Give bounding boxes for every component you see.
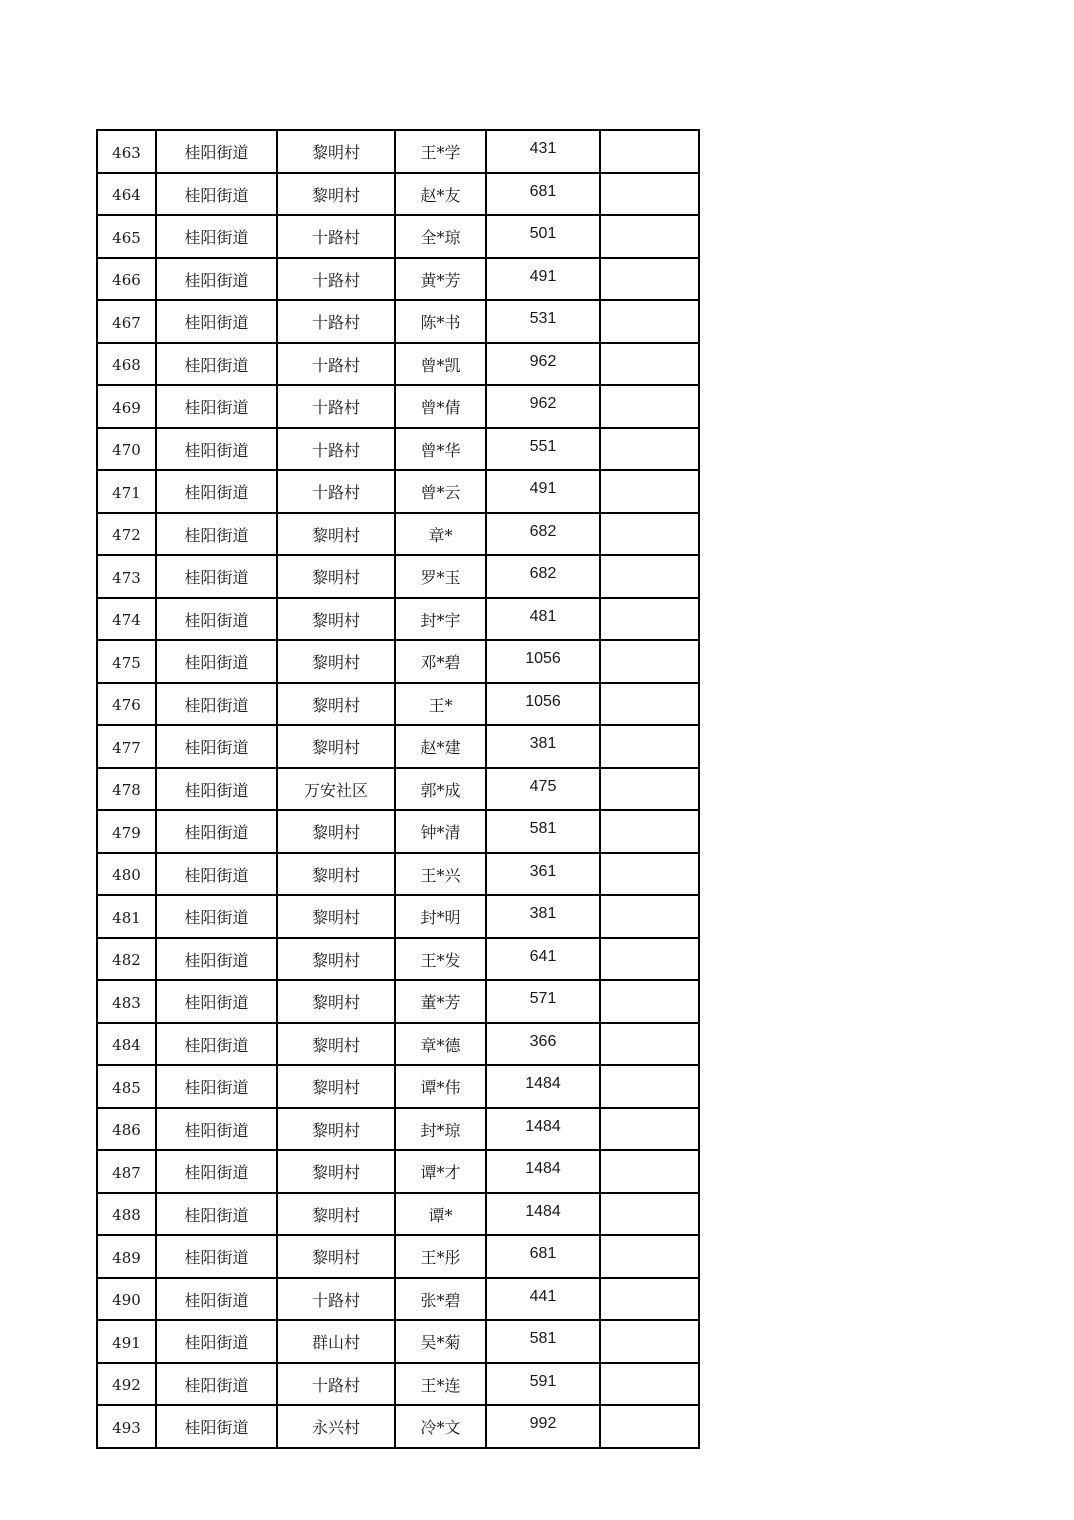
amount-cell: 571: [486, 980, 600, 1023]
street-cell: 桂阳街道: [156, 598, 277, 641]
row-index-cell: 491: [97, 1320, 156, 1363]
amount-cell: 992: [486, 1405, 600, 1448]
note-cell: [600, 853, 699, 896]
table-row: [97, 1278, 699, 1321]
street-cell: 桂阳街道: [156, 1023, 277, 1066]
village-cell: 黎明村: [277, 173, 395, 216]
street-cell: 桂阳街道: [156, 428, 277, 471]
street-cell: 桂阳街道: [156, 640, 277, 683]
name-cell: 章*: [395, 513, 486, 556]
amount-cell: 441: [486, 1278, 600, 1321]
street-cell: 桂阳街道: [156, 300, 277, 343]
village-cell: 黎明村: [277, 980, 395, 1023]
street-cell: 桂阳街道: [156, 768, 277, 811]
note-cell: [600, 1065, 699, 1108]
street-cell: 桂阳街道: [156, 938, 277, 981]
table-row: [97, 513, 699, 556]
note-cell: [600, 895, 699, 938]
row-index-cell: 489: [97, 1235, 156, 1278]
amount-cell: 1484: [486, 1193, 600, 1236]
name-cell: 全*琼: [395, 215, 486, 258]
table-row: [97, 640, 699, 683]
note-cell: [600, 1235, 699, 1278]
village-cell: 黎明村: [277, 1065, 395, 1108]
row-index-cell: 476: [97, 683, 156, 726]
name-cell: 郭*成: [395, 768, 486, 811]
amount-cell: 475: [486, 768, 600, 811]
name-cell: 谭*才: [395, 1150, 486, 1193]
village-cell: 十路村: [277, 258, 395, 301]
note-cell: [600, 300, 699, 343]
amount-cell: 491: [486, 470, 600, 513]
row-index-cell: 470: [97, 428, 156, 471]
note-cell: [600, 1108, 699, 1151]
street-cell: 桂阳街道: [156, 1235, 277, 1278]
village-cell: 黎明村: [277, 1150, 395, 1193]
table-row: [97, 1150, 699, 1193]
amount-cell: 682: [486, 555, 600, 598]
village-cell: 黎明村: [277, 640, 395, 683]
village-cell: 黎明村: [277, 683, 395, 726]
amount-cell: 682: [486, 513, 600, 556]
village-cell: 十路村: [277, 385, 395, 428]
table-row: [97, 1065, 699, 1108]
street-cell: 桂阳街道: [156, 1065, 277, 1108]
amount-cell: 962: [486, 343, 600, 386]
amount-cell: 1484: [486, 1065, 600, 1108]
village-cell: 十路村: [277, 300, 395, 343]
row-index-cell: 475: [97, 640, 156, 683]
note-cell: [600, 1278, 699, 1321]
name-cell: 罗*玉: [395, 555, 486, 598]
street-cell: 桂阳街道: [156, 513, 277, 556]
row-index-cell: 480: [97, 853, 156, 896]
row-index-cell: 465: [97, 215, 156, 258]
table-row: [97, 343, 699, 386]
village-cell: 黎明村: [277, 130, 395, 173]
amount-cell: 491: [486, 258, 600, 301]
amount-cell: 681: [486, 1235, 600, 1278]
note-cell: [600, 1193, 699, 1236]
note-cell: [600, 173, 699, 216]
village-cell: 黎明村: [277, 1193, 395, 1236]
street-cell: 桂阳街道: [156, 1405, 277, 1448]
note-cell: [600, 130, 699, 173]
note-cell: [600, 1023, 699, 1066]
row-index-cell: 482: [97, 938, 156, 981]
row-index-cell: 481: [97, 895, 156, 938]
table-row: [97, 1023, 699, 1066]
street-cell: 桂阳街道: [156, 343, 277, 386]
table-row: [97, 470, 699, 513]
street-cell: 桂阳街道: [156, 385, 277, 428]
table-row: [97, 725, 699, 768]
street-cell: 桂阳街道: [156, 1193, 277, 1236]
table-row: [97, 598, 699, 641]
table-row: [97, 215, 699, 258]
note-cell: [600, 258, 699, 301]
name-cell: 钟*清: [395, 810, 486, 853]
name-cell: 谭*伟: [395, 1065, 486, 1108]
village-cell: 黎明村: [277, 513, 395, 556]
village-cell: 万安社区: [277, 768, 395, 811]
note-cell: [600, 1405, 699, 1448]
name-cell: 曾*华: [395, 428, 486, 471]
street-cell: 桂阳街道: [156, 853, 277, 896]
row-index-cell: 472: [97, 513, 156, 556]
village-cell: 十路村: [277, 1278, 395, 1321]
note-cell: [600, 810, 699, 853]
table-row: [97, 173, 699, 216]
table-row: [97, 555, 699, 598]
name-cell: 谭*: [395, 1193, 486, 1236]
table-row: [97, 980, 699, 1023]
table-row: [97, 683, 699, 726]
row-index-cell: 493: [97, 1405, 156, 1448]
amount-cell: 381: [486, 725, 600, 768]
table-row: [97, 130, 699, 173]
street-cell: 桂阳街道: [156, 1320, 277, 1363]
note-cell: [600, 980, 699, 1023]
name-cell: 章*德: [395, 1023, 486, 1066]
table-row: [97, 428, 699, 471]
amount-cell: 361: [486, 853, 600, 896]
name-cell: 曾*云: [395, 470, 486, 513]
street-cell: 桂阳街道: [156, 1363, 277, 1406]
name-cell: 王*兴: [395, 853, 486, 896]
village-cell: 黎明村: [277, 555, 395, 598]
note-cell: [600, 470, 699, 513]
name-cell: 王*连: [395, 1363, 486, 1406]
street-cell: 桂阳街道: [156, 895, 277, 938]
village-cell: 黎明村: [277, 725, 395, 768]
village-cell: 十路村: [277, 215, 395, 258]
row-index-cell: 479: [97, 810, 156, 853]
street-cell: 桂阳街道: [156, 470, 277, 513]
street-cell: 桂阳街道: [156, 810, 277, 853]
name-cell: 曾*凯: [395, 343, 486, 386]
table-row: [97, 1320, 699, 1363]
amount-cell: 1484: [486, 1108, 600, 1151]
street-cell: 桂阳街道: [156, 683, 277, 726]
table-row: [97, 385, 699, 428]
amount-cell: 1056: [486, 683, 600, 726]
street-cell: 桂阳街道: [156, 258, 277, 301]
table-row: [97, 1235, 699, 1278]
row-index-cell: 474: [97, 598, 156, 641]
row-index-cell: 486: [97, 1108, 156, 1151]
name-cell: 封*琼: [395, 1108, 486, 1151]
table-row: [97, 895, 699, 938]
table-row: [97, 938, 699, 981]
row-index-cell: 469: [97, 385, 156, 428]
amount-cell: 481: [486, 598, 600, 641]
name-cell: 王*彤: [395, 1235, 486, 1278]
street-cell: 桂阳街道: [156, 215, 277, 258]
note-cell: [600, 725, 699, 768]
note-cell: [600, 428, 699, 471]
table-row: [97, 258, 699, 301]
amount-cell: 431: [486, 130, 600, 173]
village-cell: 十路村: [277, 343, 395, 386]
name-cell: 赵*建: [395, 725, 486, 768]
name-cell: 封*宇: [395, 598, 486, 641]
data-table: [96, 129, 700, 1449]
amount-cell: 501: [486, 215, 600, 258]
village-cell: 黎明村: [277, 598, 395, 641]
village-cell: 黎明村: [277, 810, 395, 853]
note-cell: [600, 683, 699, 726]
table-row: [97, 1405, 699, 1448]
name-cell: 吴*菊: [395, 1320, 486, 1363]
street-cell: 桂阳街道: [156, 1108, 277, 1151]
note-cell: [600, 215, 699, 258]
street-cell: 桂阳街道: [156, 173, 277, 216]
amount-cell: 366: [486, 1023, 600, 1066]
note-cell: [600, 598, 699, 641]
name-cell: 冷*文: [395, 1405, 486, 1448]
row-index-cell: 487: [97, 1150, 156, 1193]
note-cell: [600, 1150, 699, 1193]
amount-cell: 551: [486, 428, 600, 471]
row-index-cell: 471: [97, 470, 156, 513]
village-cell: 黎明村: [277, 938, 395, 981]
row-index-cell: 477: [97, 725, 156, 768]
note-cell: [600, 640, 699, 683]
note-cell: [600, 768, 699, 811]
row-index-cell: 467: [97, 300, 156, 343]
name-cell: 王*: [395, 683, 486, 726]
amount-cell: 591: [486, 1363, 600, 1406]
row-index-cell: 468: [97, 343, 156, 386]
name-cell: 曾*倩: [395, 385, 486, 428]
amount-cell: 641: [486, 938, 600, 981]
amount-cell: 381: [486, 895, 600, 938]
name-cell: 王*发: [395, 938, 486, 981]
village-cell: 黎明村: [277, 853, 395, 896]
row-index-cell: 478: [97, 768, 156, 811]
table-row: [97, 853, 699, 896]
table-row: [97, 768, 699, 811]
name-cell: 黄*芳: [395, 258, 486, 301]
street-cell: 桂阳街道: [156, 980, 277, 1023]
name-cell: 邓*碧: [395, 640, 486, 683]
village-cell: 黎明村: [277, 1235, 395, 1278]
note-cell: [600, 938, 699, 981]
village-cell: 群山村: [277, 1320, 395, 1363]
amount-cell: 531: [486, 300, 600, 343]
note-cell: [600, 343, 699, 386]
name-cell: 陈*书: [395, 300, 486, 343]
name-cell: 赵*友: [395, 173, 486, 216]
row-index-cell: 473: [97, 555, 156, 598]
name-cell: 封*明: [395, 895, 486, 938]
amount-cell: 581: [486, 1320, 600, 1363]
table-body: [97, 130, 699, 1448]
row-index-cell: 464: [97, 173, 156, 216]
amount-cell: 681: [486, 173, 600, 216]
row-index-cell: 463: [97, 130, 156, 173]
village-cell: 黎明村: [277, 895, 395, 938]
note-cell: [600, 513, 699, 556]
name-cell: 张*碧: [395, 1278, 486, 1321]
table-row: [97, 810, 699, 853]
street-cell: 桂阳街道: [156, 130, 277, 173]
village-cell: 黎明村: [277, 1108, 395, 1151]
row-index-cell: 485: [97, 1065, 156, 1108]
row-index-cell: 466: [97, 258, 156, 301]
row-index-cell: 484: [97, 1023, 156, 1066]
table-row: [97, 1108, 699, 1151]
village-cell: 十路村: [277, 470, 395, 513]
street-cell: 桂阳街道: [156, 1278, 277, 1321]
village-cell: 十路村: [277, 1363, 395, 1406]
table-row: [97, 1193, 699, 1236]
village-cell: 黎明村: [277, 1023, 395, 1066]
note-cell: [600, 1363, 699, 1406]
street-cell: 桂阳街道: [156, 555, 277, 598]
note-cell: [600, 555, 699, 598]
row-index-cell: 488: [97, 1193, 156, 1236]
note-cell: [600, 385, 699, 428]
amount-cell: 1484: [486, 1150, 600, 1193]
name-cell: 王*学: [395, 130, 486, 173]
row-index-cell: 483: [97, 980, 156, 1023]
amount-cell: 962: [486, 385, 600, 428]
table-row: [97, 1363, 699, 1406]
street-cell: 桂阳街道: [156, 1150, 277, 1193]
row-index-cell: 492: [97, 1363, 156, 1406]
amount-cell: 1056: [486, 640, 600, 683]
table-row: [97, 300, 699, 343]
village-cell: 永兴村: [277, 1405, 395, 1448]
note-cell: [600, 1320, 699, 1363]
amount-cell: 581: [486, 810, 600, 853]
row-index-cell: 490: [97, 1278, 156, 1321]
village-cell: 十路村: [277, 428, 395, 471]
street-cell: 桂阳街道: [156, 725, 277, 768]
name-cell: 董*芳: [395, 980, 486, 1023]
